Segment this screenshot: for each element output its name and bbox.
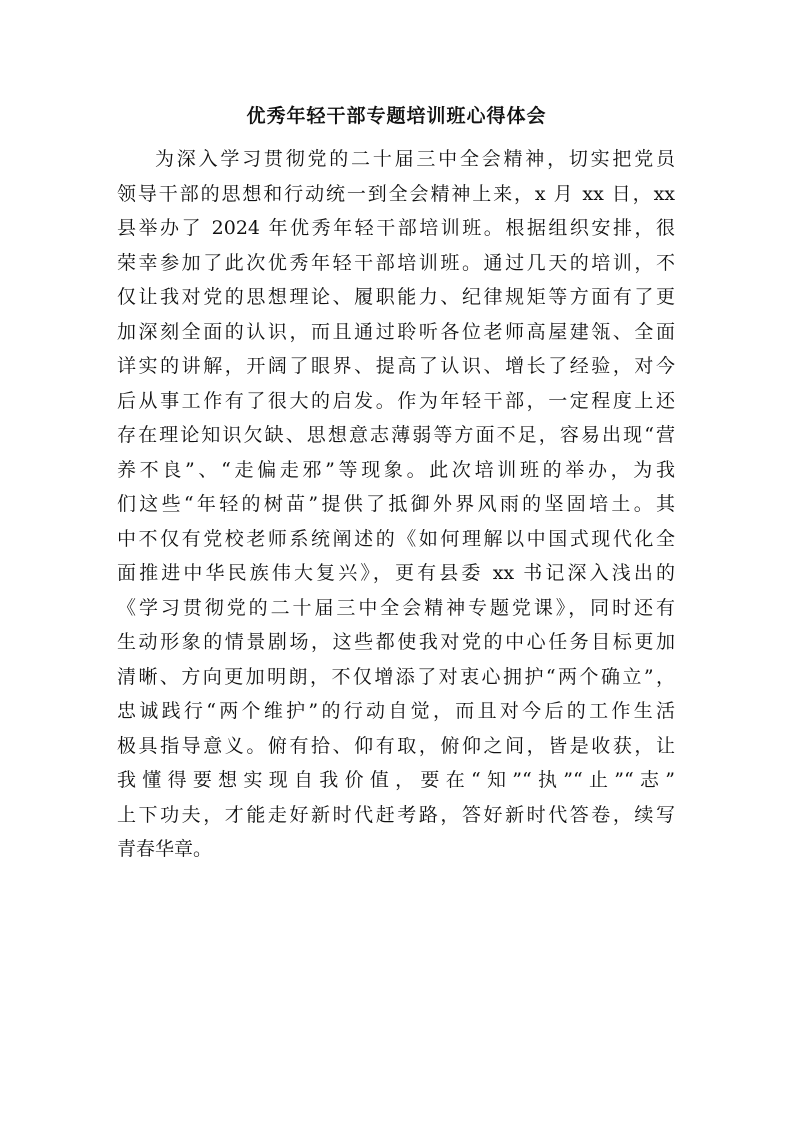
body-line: 领导干部的思想和行动统一到全会精神上来，x 月 xx 日，xx — [117, 182, 675, 205]
body-line: 荣幸参加了此次优秀年轻干部培训班。通过几天的培训，不 — [117, 251, 675, 274]
body-line: 忠诚践行“两个维护”的行动自觉，而且对今后的工作生活 — [117, 700, 675, 722]
body-line: 中不仅有党校老师系统阐述的《如何理解以中国式现代化全 — [117, 527, 675, 550]
body-line: 详实的讲解，开阔了眼界、提高了认识、增长了经验，对今 — [117, 355, 675, 377]
body-line: 县举办了 2024 年优秀年轻干部培训班。根据组织安排，很 — [117, 217, 675, 239]
body-line: 面推进中华民族伟大复兴》，更有县委 xx 书记深入浅出的 — [117, 562, 675, 584]
body-line: 加深刻全面的认识，而且通过聆听各位老师高屋建瓴、全面 — [117, 320, 675, 343]
body-line: 生动形象的情景剧场，这些都使我对党的中心任务目标更加 — [117, 631, 675, 653]
body-line: 仅让我对党的思想理论、履职能力、纪律规矩等方面有了更 — [117, 286, 675, 308]
document-body — [117, 142, 675, 867]
body-line: 我懂得要想实现自我价值，要在“知”“执”“止”“志” — [117, 769, 675, 791]
body-line: 清晰、方向更加明朗，不仅增添了对衷心拥护“两个确立”， — [117, 665, 675, 688]
body-line: 后从事工作有了很大的启发。作为年轻干部，一定程度上还 — [117, 389, 675, 412]
body-line: 《学习贯彻党的二十届三中全会精神专题党课》，同时还有 — [117, 596, 675, 619]
body-line: 上下功夫，才能走好新时代赶考路，答好新时代答卷，续写 — [117, 803, 675, 826]
body-line: 为深入学习贯彻党的二十届三中全会精神，切实把党员 — [155, 148, 675, 170]
body-line: 们这些“年轻的树苗”提供了抵御外界风雨的坚固培土。其 — [117, 493, 675, 515]
body-line: 极具指导意义。俯有拾、仰有取，俯仰之间，皆是收获，让 — [117, 734, 675, 757]
body-line: 存在理论知识欠缺、思想意志薄弱等方面不足，容易出现“营 — [117, 424, 675, 446]
document-title: 优秀年轻干部专题培训班心得体会 — [246, 105, 547, 127]
body-line: 青春华章。 — [117, 838, 213, 860]
body-line: 养不良”、“走偏走邪”等现象。此次培训班的举办，为我 — [117, 458, 675, 481]
